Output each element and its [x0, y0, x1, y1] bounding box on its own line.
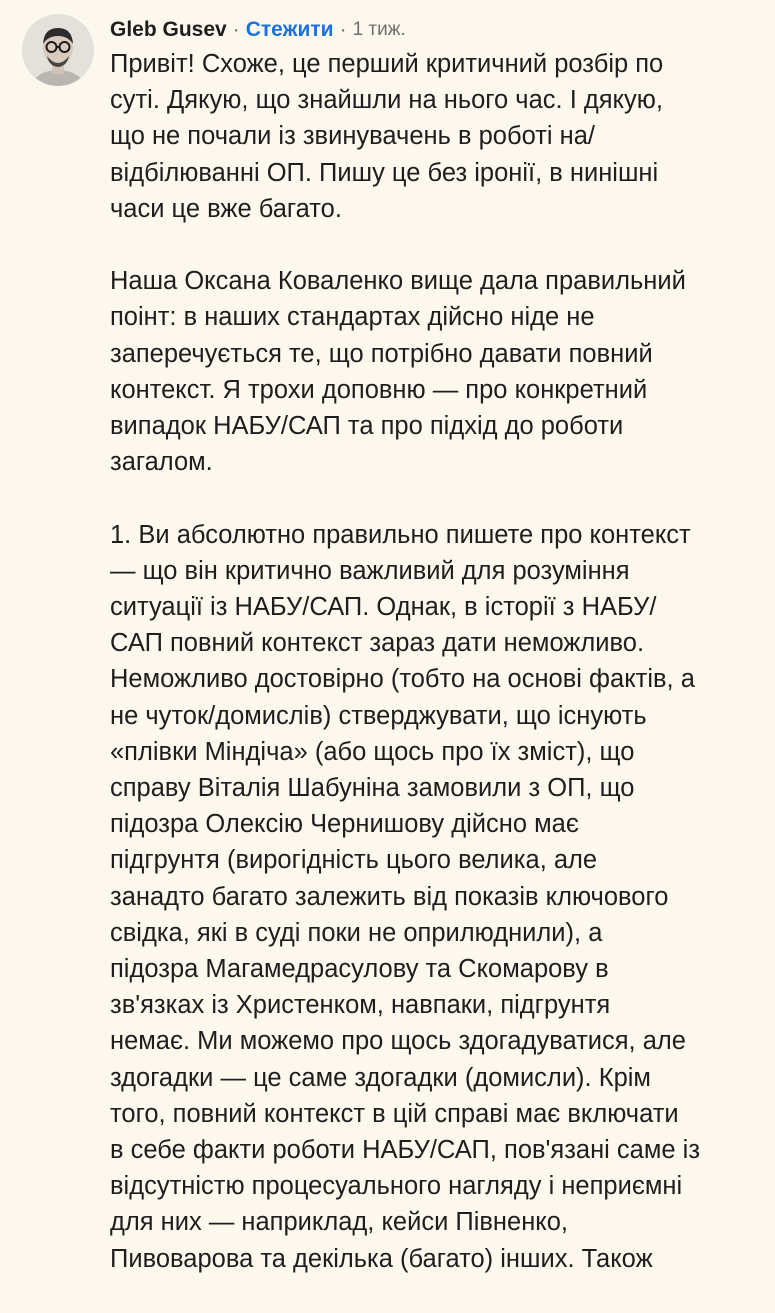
author-name[interactable]: Gleb Gusev [110, 18, 227, 41]
comment-line: немає. Ми можемо про щось здогадуватися, але [110, 1027, 686, 1056]
comment-line: в себе факти роботи НАБУ/САП, пов'язані саме із [110, 1136, 701, 1165]
comment-line: для них — наприклад, кейси Півненко, [110, 1208, 568, 1237]
comment-line: загалом. [110, 448, 213, 477]
comment-line: занадто багато залежить від показів ключового [110, 882, 669, 911]
comment-line: того, повний контекст в цій справі має включати [110, 1099, 679, 1128]
comment-line: суті. Дякую, що знайшли на нього час. І дякую, [110, 86, 663, 115]
comment-line: заперечується те, що потрібно давати повний [110, 339, 653, 368]
comment-line: часи це вже багато. [110, 194, 342, 223]
comment-line: Пивоварова та декілька (багато) інших. Також [110, 1244, 653, 1273]
comment-line: відсутністю процесуального нагляду і неприємні [110, 1172, 683, 1201]
comment-line: відбілюванні ОП. Пишу це без іронії, в нинішні [110, 158, 659, 187]
comment-line: підозра Магамедрасулову та Скомарову в [110, 955, 609, 984]
comment-line: контекст. Я трохи доповню — про конкретний [110, 375, 648, 404]
comment-line: справу Віталія Шабуніна замовили з ОП, що [110, 774, 635, 803]
comment-line: здогадки — це саме здогадки (домисли). Крім [110, 1063, 651, 1092]
comment-line: — що він критично важливий для розуміння [110, 556, 630, 585]
comment-time: 1 тиж. [352, 19, 406, 40]
comment-line: не чуток/домислів) стверджувати, що існують [110, 701, 647, 730]
avatar[interactable] [22, 14, 94, 86]
comment-line: ситуації із НАБУ/САП. Однак, в історії з НАБУ/ [110, 593, 657, 622]
comment-header [110, 14, 406, 46]
comment-line: свідка, які в суді поки не оприлюднили), а [110, 918, 603, 947]
avatar-portrait-icon [22, 14, 94, 86]
comment-line: підозра Олексію Чернишову дійсно має [110, 810, 579, 839]
comment-line: «плівки Міндіча» (або щось про їх зміст), що [110, 737, 635, 766]
comment-line: підгрунтя (вирогідність цього велика, але [110, 846, 598, 875]
comment-line: випадок НАБУ/САП та про підхід до роботи [110, 412, 624, 441]
comment-line: Наша Оксана Коваленко вище дала правильний [110, 267, 686, 296]
comment-line: що не почали із звинувачень в роботі на/ [110, 122, 595, 151]
follow-button[interactable]: Стежити [245, 18, 334, 41]
comment-line: зв'язках із Христенком, навпаки, підгрунтя [110, 991, 611, 1020]
comment-line: САП повний контекст зараз дати неможливо. [110, 629, 645, 658]
comment-body [110, 46, 750, 1313]
separator-dot: · [339, 18, 347, 41]
comment-paragraph [110, 517, 750, 1277]
comment-line: Привіт! Схоже, це перший критичний розбір по [110, 50, 664, 78]
separator-dot: · [232, 18, 240, 41]
comment-paragraph [110, 46, 750, 227]
comment-paragraph [110, 263, 750, 480]
comment-line: поінт: в наших стандартах дійсно ніде не [110, 303, 595, 332]
comment-line: 1. Ви абсолютно правильно пишете про контекст [110, 520, 691, 549]
comment-line: Неможливо достовірно (тобто на основі фактів, а [110, 665, 695, 694]
